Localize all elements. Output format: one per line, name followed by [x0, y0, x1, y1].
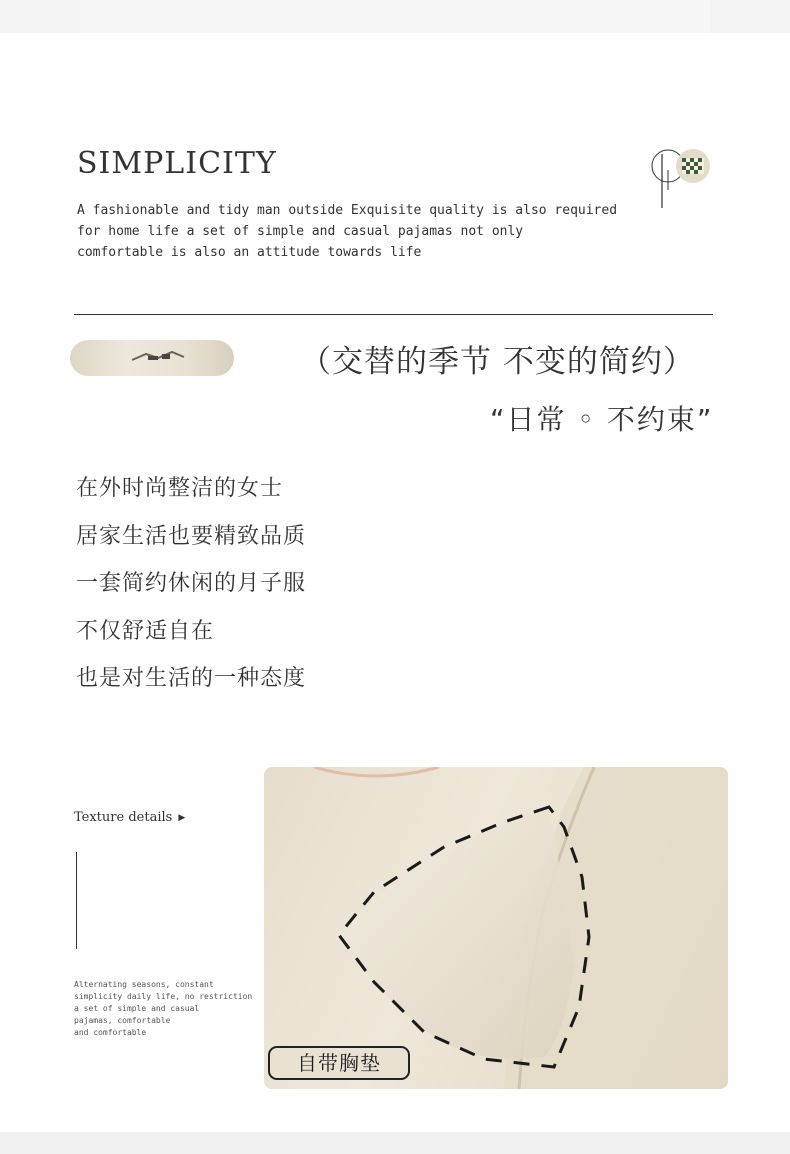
subheadline: “日常 ◦ 不约束” [490, 403, 714, 436]
poem-line: 居家生活也要精致品质 [76, 523, 307, 549]
caption-line: and comfortable [74, 1028, 147, 1037]
intro-line: A fashionable and tidy man outside Exquisite quality is also required [77, 203, 618, 218]
divider [74, 314, 713, 315]
bottom-band [0, 1132, 790, 1154]
texture-details-text: Texture details [74, 810, 173, 825]
fabric-detail-photo [264, 767, 728, 1089]
poem-line: 在外时尚整洁的女士 [76, 476, 284, 501]
brand-emblem-icon [650, 144, 714, 210]
headline: （交替的季节 不变的简约） [300, 344, 695, 380]
intro-line: for home life a set of simple and casual pajamas not only [77, 224, 524, 239]
texture-details-label [74, 810, 185, 825]
poem [76, 472, 306, 710]
top-band [0, 0, 790, 33]
poem-line: 不仅舒适自在 [76, 618, 215, 644]
texture-caption [74, 979, 254, 1039]
vertical-divider [76, 852, 77, 949]
caption-line: Alternating seasons, constant [74, 980, 214, 989]
page-title: SIMPLICITY [77, 146, 277, 181]
poem-line: 一套简约休闲的月子服 [76, 571, 307, 596]
top-band-tab [80, 0, 710, 33]
arrow-right-icon: ▶ [178, 813, 186, 823]
caption-line: pajamas, comfortable [74, 1016, 171, 1025]
caption-line: simplicity daily life, no restriction [74, 992, 253, 1001]
fabric-thumbnail [70, 340, 234, 376]
intro-line: comfortable is also an attitude towards life [77, 245, 422, 260]
intro-text [77, 200, 617, 263]
poem-line: 也是对生活的一种态度 [76, 666, 307, 691]
built-in-pad-badge: 自带胸垫 [268, 1046, 410, 1080]
caption-line: a set of simple and casual [74, 1004, 200, 1013]
